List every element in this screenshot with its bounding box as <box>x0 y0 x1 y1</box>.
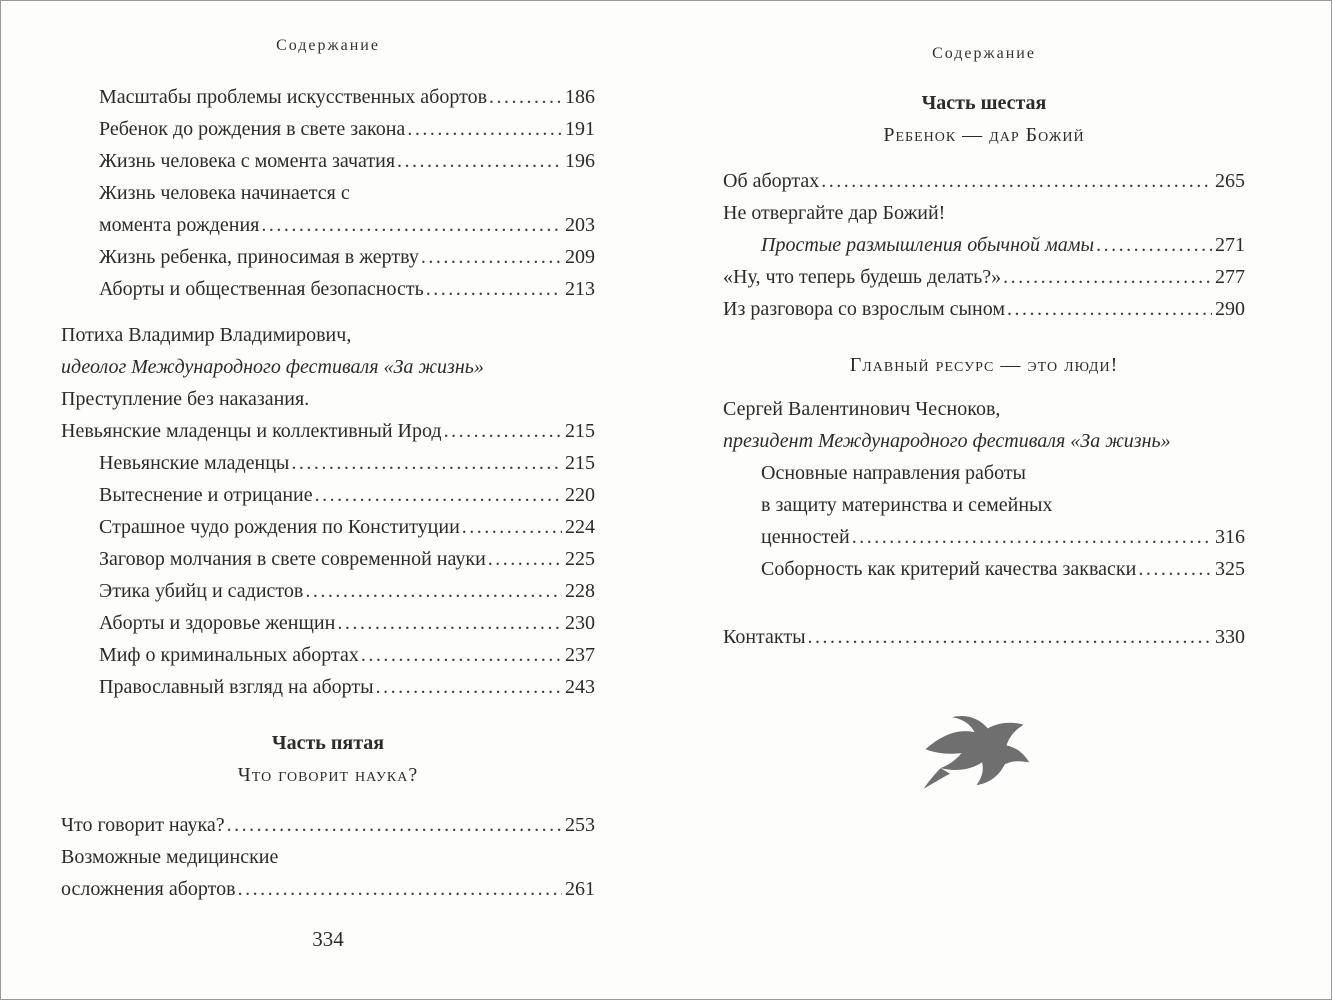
toc-line-text: Что говорит наука? <box>61 814 225 836</box>
dot-leader <box>376 671 562 703</box>
toc-line-text: Жизнь человека с момента зачатия <box>99 150 396 172</box>
toc-entry <box>61 873 595 905</box>
toc-text-line <box>723 457 1245 489</box>
running-header-right: Содержание <box>932 45 1036 62</box>
toc-entry <box>61 543 595 575</box>
toc-entry <box>61 415 595 447</box>
bird-ornament <box>723 715 1245 796</box>
page-number: 209 <box>565 246 595 268</box>
page-number: 215 <box>565 420 595 442</box>
left-page <box>61 1 595 952</box>
toc-entry <box>723 261 1245 293</box>
toc-entry <box>61 639 595 671</box>
toc-left <box>61 81 595 905</box>
toc-line-text: Возможные медицинские <box>61 846 279 868</box>
page-number: 265 <box>1215 170 1245 192</box>
dot-leader <box>489 81 562 113</box>
right-page <box>723 1 1245 796</box>
toc-line-text: Страшное чудо рождения по Конституции <box>99 516 460 538</box>
toc-line-text: Жизнь ребенка, приносимая в жертву <box>99 246 419 268</box>
dot-leader <box>1007 293 1212 325</box>
toc-text-line <box>723 393 1245 425</box>
toc-entry <box>61 511 595 543</box>
dot-leader <box>444 415 562 447</box>
toc-line-text: Этика убийц и садистов <box>99 580 304 602</box>
toc-text-line <box>61 351 595 383</box>
toc-line-text: Миф о криминальных абортах <box>99 644 359 666</box>
page-number: 261 <box>565 878 595 900</box>
page-number: 224 <box>565 516 595 538</box>
toc-entry <box>723 621 1245 653</box>
toc-line-text: Масштабы проблемы искусственных абортов <box>99 86 488 108</box>
toc-line-text: Жизнь человека начинается с <box>99 182 350 204</box>
toc-entry <box>61 479 595 511</box>
toc-entry <box>61 113 595 145</box>
toc-line-text: Невьянские младенцы <box>99 452 290 474</box>
toc-text-line <box>61 727 595 759</box>
toc-line-text: «Ну, что теперь будешь делать?» <box>723 266 1002 288</box>
toc-line-text: Что говорит наука? <box>237 764 419 786</box>
dot-leader <box>821 165 1212 197</box>
dot-leader <box>227 809 562 841</box>
toc-line-text: Вытеснение и отрицание <box>99 484 313 506</box>
toc-entry <box>61 607 595 639</box>
toc-entry <box>61 447 595 479</box>
dot-leader <box>421 241 562 273</box>
toc-entry <box>61 241 595 273</box>
dot-leader <box>808 621 1212 653</box>
toc-line-text: Православный взгляд на аборты <box>99 676 374 698</box>
running-header-left: Содержание <box>276 37 380 54</box>
toc-line-text: президент Международного фестиваля «За жизнь» <box>723 430 1171 452</box>
toc-line-text: Аборты и общественная безопасность <box>99 278 424 300</box>
toc-text-line <box>723 197 1245 229</box>
toc-entry <box>61 209 595 241</box>
page-number: 325 <box>1215 558 1245 580</box>
page-number: 215 <box>565 452 595 474</box>
toc-text-line <box>61 319 595 351</box>
toc-line-text: Невьянские младенцы и коллективный Ирод <box>61 420 442 442</box>
toc-entry <box>723 521 1245 553</box>
toc-entry <box>61 273 595 305</box>
toc-entry <box>723 293 1245 325</box>
dot-leader <box>1138 553 1212 585</box>
toc-line-text: Заговор молчания в свете современной науки <box>99 548 486 570</box>
page-number: 271 <box>1215 234 1245 256</box>
dot-leader <box>1096 229 1212 261</box>
toc-line-text: Преступление без наказания. <box>61 388 310 410</box>
dot-leader <box>426 273 562 305</box>
page-number: 316 <box>1215 526 1245 548</box>
dot-leader <box>407 113 562 145</box>
toc-line-text: Часть шестая <box>921 92 1047 114</box>
toc-line-text: идеолог Международного фестиваля «За жизнь» <box>61 356 484 378</box>
dot-leader <box>291 447 562 479</box>
toc-entry <box>61 145 595 177</box>
toc-text-line <box>723 489 1245 521</box>
toc-entry <box>723 165 1245 197</box>
page-number: 237 <box>565 644 595 666</box>
dot-leader <box>488 543 562 575</box>
page-number: 225 <box>565 548 595 570</box>
toc-line-text: Сергей Валентинович Чесноков, <box>723 398 1001 420</box>
toc-line-text: Контакты <box>723 626 806 648</box>
page-number: 230 <box>565 612 595 634</box>
page-number: 191 <box>565 118 595 140</box>
dot-leader <box>261 209 562 241</box>
page-number: 186 <box>565 86 595 108</box>
toc-entry <box>723 229 1245 261</box>
dot-leader <box>462 511 562 543</box>
toc-text-line <box>723 87 1245 119</box>
page-number: 243 <box>565 676 595 698</box>
dot-leader <box>315 479 562 511</box>
toc-entry <box>61 809 595 841</box>
dot-leader <box>361 639 562 671</box>
toc-text-line <box>723 349 1245 381</box>
toc-line-text: ценностей <box>761 526 850 548</box>
page-number: 220 <box>565 484 595 506</box>
toc-line-text: Простые размышления обычной мамы <box>761 234 1095 256</box>
folio-number: 334 <box>312 927 344 951</box>
toc-line-text: Часть пятая <box>271 732 385 754</box>
toc-line-text: Соборность как критерий качества закваски <box>761 558 1137 580</box>
toc-line-text: Ребенок — дар Божий <box>883 124 1085 146</box>
dot-leader <box>1003 261 1212 293</box>
page-number: 213 <box>565 278 595 300</box>
toc-line-text: момента рождения <box>99 214 260 236</box>
toc-line-text: Из разговора со взрослым сыном <box>723 298 1005 320</box>
toc-line-text: Не отвергайте дар Божий! <box>723 202 946 224</box>
dot-leader <box>238 873 562 905</box>
toc-right <box>723 87 1245 653</box>
toc-text-line <box>723 119 1245 151</box>
toc-line-text: Основные направления работы <box>761 462 1026 484</box>
toc-text-line <box>61 177 595 209</box>
dot-leader <box>337 607 562 639</box>
toc-line-text: Главный ресурс — это люди! <box>849 354 1119 376</box>
toc-entry <box>61 81 595 113</box>
toc-line-text: Потиха Владимир Владимирович, <box>61 324 352 346</box>
dot-leader <box>852 521 1212 553</box>
toc-line-text: Аборты и здоровье женщин <box>99 612 336 634</box>
toc-entry <box>61 575 595 607</box>
toc-line-text: в защиту материнства и семейных <box>761 494 1053 516</box>
page-number: 277 <box>1215 266 1245 288</box>
toc-entry <box>61 671 595 703</box>
page-number: 228 <box>565 580 595 602</box>
toc-text-line <box>61 841 595 873</box>
toc-line-text: Ребенок до рождения в свете закона <box>99 118 406 140</box>
toc-line-text: осложнения абортов <box>61 878 236 900</box>
page-number: 290 <box>1215 298 1245 320</box>
page-number: 253 <box>565 814 595 836</box>
toc-entry <box>723 553 1245 585</box>
toc-line-text: Об абортах <box>723 170 820 192</box>
page-number: 203 <box>565 214 595 236</box>
dot-leader <box>305 575 562 607</box>
toc-text-line <box>723 425 1245 457</box>
toc-text-line <box>61 383 595 415</box>
dot-leader <box>397 145 562 177</box>
page-number: 196 <box>565 150 595 172</box>
page-number: 330 <box>1215 626 1245 648</box>
toc-text-line <box>61 759 595 791</box>
